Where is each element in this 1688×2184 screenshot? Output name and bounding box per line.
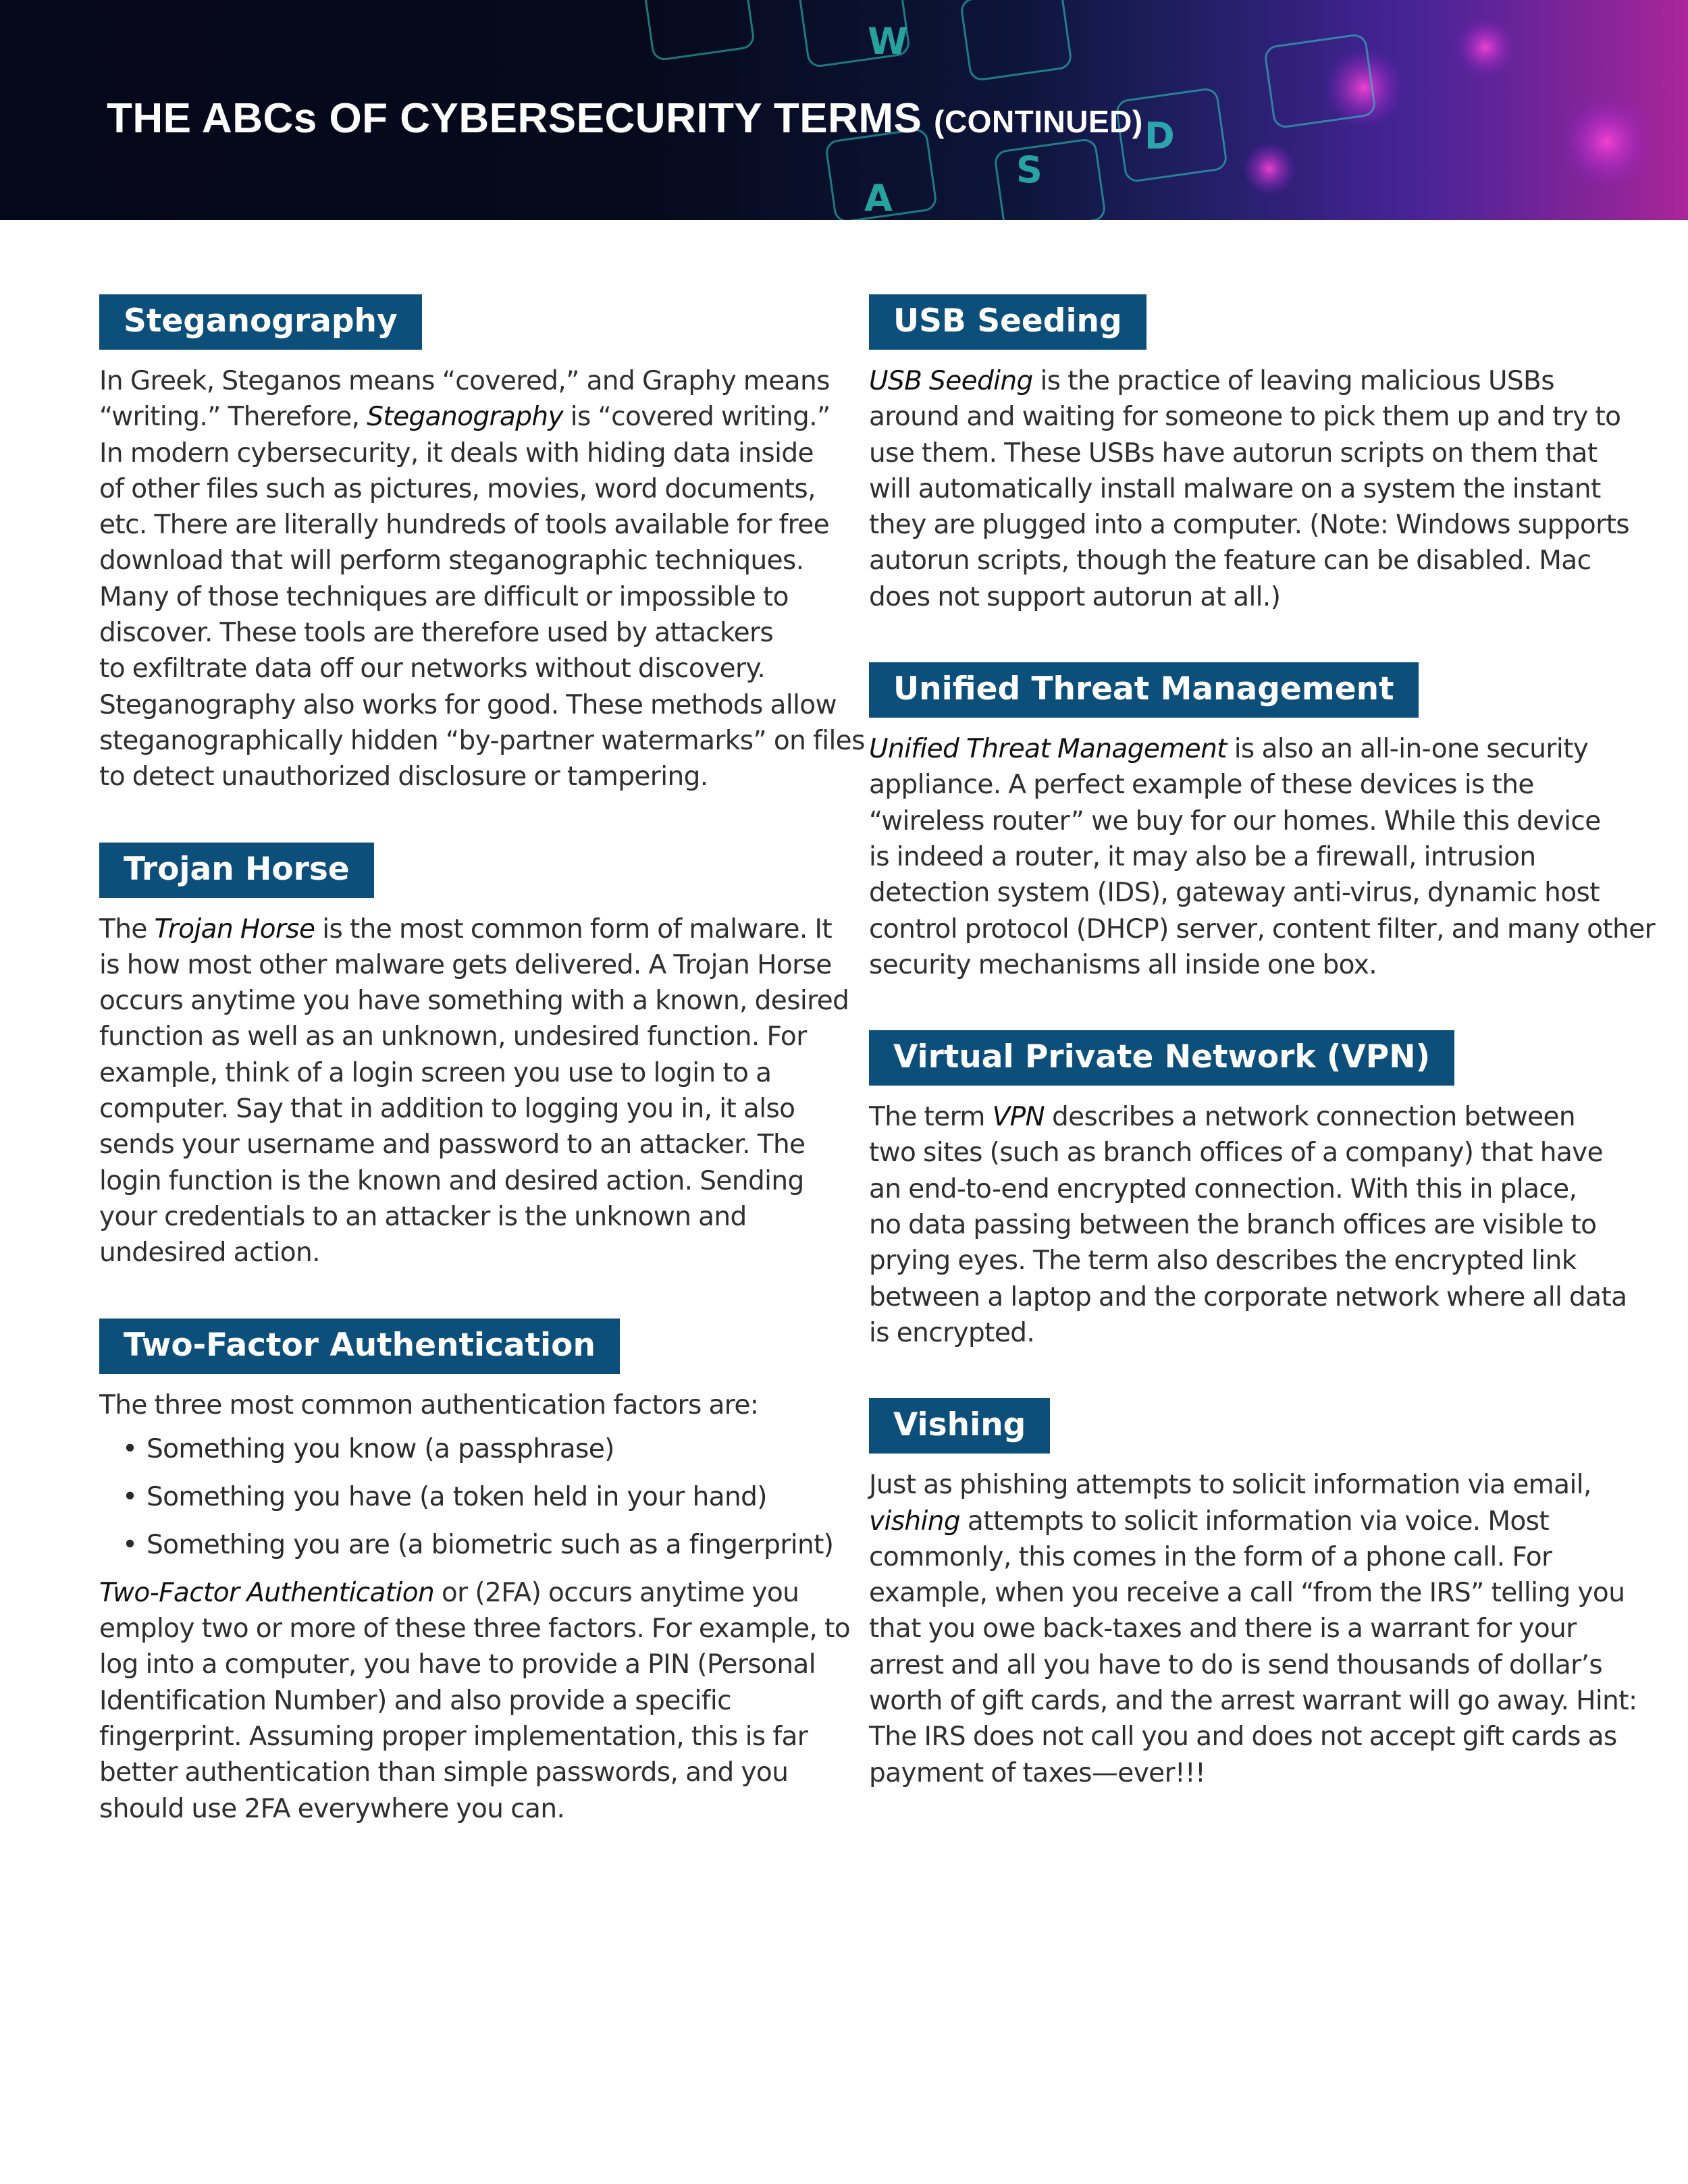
page-title-suffix: (CONTINUED) [934, 104, 1143, 139]
text-line: two sites (such as branch offices of a company) that have [869, 1138, 1604, 1169]
factor-list [99, 1431, 834, 1564]
text-line: to detect unauthorized disclosure or tampering. [99, 762, 708, 793]
text-line [869, 1503, 1612, 1539]
section-heading: Vishing [869, 1398, 1050, 1454]
left-column [99, 294, 865, 1874]
text-run: is the most common form of malware. It [315, 913, 833, 944]
keycap-w-label: W [868, 20, 908, 63]
text-line: example, think of a login screen you use to login to a [99, 1057, 772, 1088]
text-line: appliance. A perfect example of these devices is the [869, 770, 1534, 801]
keycap-a-label: A [864, 177, 893, 219]
text-line: Many of those techniques are difficult or impossible to [99, 581, 789, 612]
section-unified-threat-management [869, 662, 1656, 983]
text-line: computer. Say that in addition to logging you in, it also [99, 1094, 795, 1125]
text-run: is also an all-in-one security [1226, 734, 1589, 765]
section-vishing [869, 1398, 1637, 1791]
list-item-text: Something you have (a token held in your hand) [147, 1481, 767, 1512]
text-line: arrest and all you have to do is send thousands of dollar’s [869, 1649, 1603, 1680]
section-body [99, 1575, 851, 1827]
text-line: function as well as an unknown, undesired function. For [99, 1021, 807, 1053]
text-line: sends your username and password to an attacker. The [99, 1129, 806, 1161]
page-title-main: THE ABCs OF CYBERSECURITY TERMS [107, 95, 922, 142]
text-line: login function is the known and desired action. Sending [99, 1165, 804, 1196]
text-line: undesired action. [99, 1237, 320, 1269]
term-italic: VPN [992, 1102, 1045, 1133]
text-line: does not support autorun at all.) [869, 581, 1281, 612]
section-body [869, 1099, 1627, 1351]
term-italic: Trojan Horse [154, 913, 315, 944]
text-line: security mechanisms all inside one box. [869, 949, 1377, 980]
text-line: fingerprint. Assuming proper implementation, this is far [99, 1722, 808, 1753]
section-heading: Steganography [99, 294, 422, 350]
list-item [122, 1527, 834, 1564]
text-line: prying eyes. The term also describes the encrypted link [869, 1246, 1577, 1277]
text-line: download that will perform steganographic techniques. [99, 545, 804, 577]
text-line: use them. These USBs have autorun scripts on them that [869, 437, 1598, 469]
text-line [869, 363, 1612, 399]
section-trojan-horse [99, 843, 849, 1271]
section-heading: Virtual Private Network (VPN) [869, 1030, 1454, 1086]
text-line: autorun scripts, though the feature can be disabled. Mac [869, 545, 1591, 577]
text-line: they are plugged into a computer. (Note: Windows supports [869, 510, 1630, 541]
list-item-text: Something you know (a passphrase) [147, 1433, 614, 1464]
text-line: that you owe back-taxes and there is a warrant for your [869, 1614, 1577, 1645]
text-line: is encrypted. [869, 1317, 1035, 1348]
text-line: discover. These tools are therefore used by attackers [99, 618, 774, 649]
text-run: The [99, 913, 155, 944]
right-column [869, 294, 1656, 1838]
text-run: attempts to solicit information via voice. Most [960, 1506, 1550, 1537]
section-intro [99, 1387, 815, 1423]
section-body [869, 363, 1630, 615]
list-item [122, 1479, 815, 1516]
section-heading: Trojan Horse [99, 843, 374, 898]
section-heading: Two-Factor Authentication [99, 1319, 620, 1374]
text-line: example, when you receive a call “from the IRS” telling you [869, 1578, 1625, 1609]
text-line: control protocol (DHCP) server, content filter, and many other [869, 913, 1656, 944]
text-run: describes a network connection between [1045, 1102, 1575, 1133]
section-vpn [869, 1030, 1627, 1351]
text-line: detection system (IDS), gateway anti-virus, dynamic host [869, 878, 1600, 909]
list-item [122, 1431, 815, 1468]
term-italic: Steganography [367, 402, 563, 433]
section-body [869, 731, 1656, 983]
keycap-d-label: D [1144, 115, 1175, 157]
text-line: log into a computer, you have to provide a PIN (Personal [99, 1649, 816, 1680]
text-run: is “covered writing.” [562, 402, 830, 433]
text-line: Identification Number) and also provide a specific [99, 1685, 731, 1716]
text-line: Just as phishing attempts to solicit information via email, [869, 1470, 1591, 1501]
text-line: payment of taxes—ever!!! [869, 1757, 1206, 1788]
text-line: employ two or more of these three factors. For example, to [99, 1614, 851, 1645]
bullet-icon: • [122, 1529, 138, 1560]
text-line: steganographically hidden “by-partner watermarks” on files [99, 725, 865, 756]
section-heading: USB Seeding [869, 294, 1146, 350]
section-two-factor-authentication [99, 1319, 851, 1827]
text-line: The three most common authentication factors are: [99, 1389, 759, 1420]
text-line: is indeed a router, it may also be a firewall, intrusion [869, 841, 1536, 872]
text-line: to exfiltrate data off our networks without discovery. [99, 654, 766, 685]
text-line: Steganography also works for good. These methods allow [99, 689, 837, 720]
text-run: The term [869, 1102, 993, 1133]
bullet-icon: • [122, 1433, 138, 1464]
text-line: is how most other malware gets delivered. A Trojan Horse [99, 949, 832, 980]
section-body [99, 911, 849, 1271]
text-line: In Greek, Steganos means “covered,” and Graphy means [99, 366, 830, 396]
text-line: better authentication than simple passwords, and you [99, 1757, 789, 1788]
bullet-icon: • [122, 1481, 138, 1512]
term-italic: USB Seeding [869, 366, 1033, 396]
text-line [869, 1099, 1612, 1135]
section-body [99, 363, 865, 795]
page-title [107, 95, 1143, 142]
text-line: worth of gift cards, and the arrest warrant will go away. Hint: [869, 1686, 1637, 1717]
text-line: In modern cybersecurity, it deals with hiding data inside [99, 437, 814, 469]
term-italic: Two-Factor Authentication [99, 1577, 435, 1608]
text-line: no data passing between the branch offices are visible to [869, 1210, 1597, 1241]
text-line: commonly, this comes in the form of a phone call. For [869, 1541, 1552, 1572]
term-italic: Unified Threat Management [869, 734, 1227, 765]
keycap-s-label: S [1016, 149, 1043, 191]
text-line [99, 911, 833, 947]
text-line: between a laptop and the corporate network where all data [869, 1281, 1627, 1312]
section-heading: Unified Threat Management [869, 662, 1419, 718]
section-body [869, 1467, 1637, 1791]
text-run: “writing.” Therefore, [99, 402, 367, 433]
text-line: will automatically install malware on a system the instant [869, 473, 1601, 504]
text-line: The IRS does not call you and does not accept gift cards as [869, 1722, 1617, 1753]
text-line: your credentials to an attacker is the unknown and [99, 1201, 747, 1232]
section-usb-seeding [869, 294, 1630, 615]
text-line [99, 1575, 815, 1611]
list-item-text: Something you are (a biometric such as a fingerprint) [147, 1529, 834, 1560]
text-line [869, 731, 1612, 767]
text-run: is the practice of leaving malicious USBs [1032, 366, 1554, 396]
text-line: should use 2FA everywhere you can. [99, 1793, 565, 1824]
text-line: “wireless router” we buy for our homes. While this device [869, 805, 1601, 836]
header-banner [0, 0, 1688, 220]
text-line: an end-to-end encrypted connection. With this in place, [869, 1173, 1577, 1204]
text-line [99, 399, 830, 435]
term-italic: vishing [869, 1506, 961, 1537]
text-line: etc. There are literally hundreds of tools available for free [99, 510, 829, 541]
section-steganography [99, 294, 865, 795]
text-line: around and waiting for someone to pick them up and try to [869, 402, 1621, 433]
text-line: occurs anytime you have something with a known, desired [99, 986, 849, 1017]
text-line: of other files such as pictures, movies, word documents, [99, 473, 816, 504]
text-run: or (2FA) occurs anytime you [434, 1577, 799, 1608]
